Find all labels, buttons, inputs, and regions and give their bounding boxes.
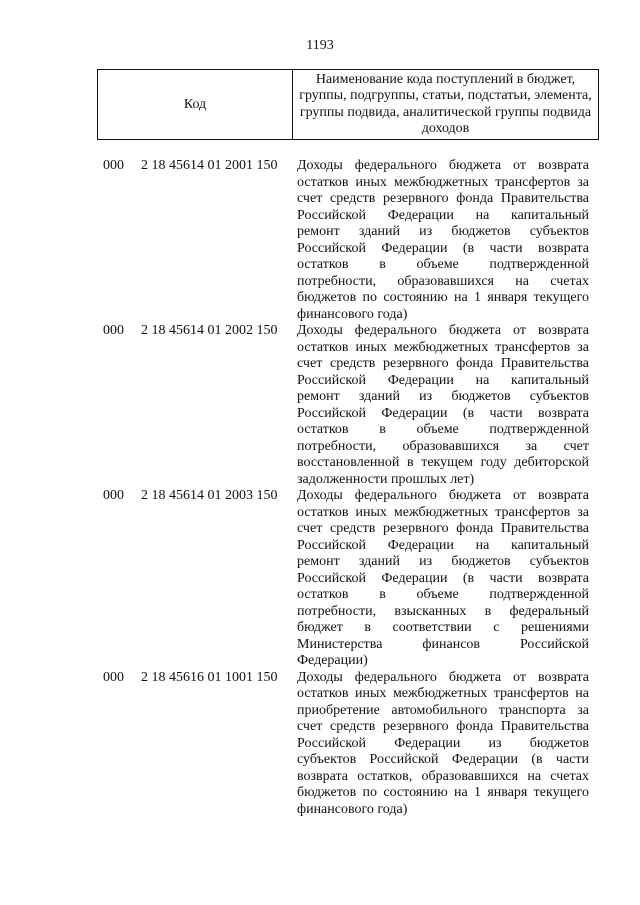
revenue-code: 2 18 45614 01 2003 150 [141, 488, 278, 503]
description-line: финансового года) [297, 801, 408, 817]
description-line: Федерации) [297, 653, 368, 668]
admin-code: 000 [103, 488, 124, 503]
description-line: Российской Федерации на капитальный [297, 537, 589, 553]
description-line: счет средств резервного фонда Правительства [297, 719, 589, 734]
revenue-code: 2 18 45616 01 1001 150 [141, 669, 278, 685]
description-line: Российской Федерации (в части возврата [297, 240, 589, 256]
revenue-description [297, 158, 589, 323]
description-line: счет средств резервного фонда Правительства [297, 191, 589, 206]
description-line: возврата остатков, образовавшихся на счетах [297, 768, 589, 784]
table-header [97, 69, 599, 140]
description-line: бюджетов по состоянию на 1 января текущего [297, 785, 589, 800]
admin-code: 000 [103, 158, 124, 173]
description-line: потребности, взысканных в федеральный [297, 603, 589, 619]
description-line: остатков в объеме подтвержденной [297, 257, 589, 272]
revenue-description [297, 670, 589, 819]
description-line: ремонт зданий из бюджетов субъектов [297, 224, 589, 239]
description-line: остатков иных межбюджетных трансфертов на [297, 686, 589, 701]
description-line: остатков иных межбюджетных трансфертов за [297, 339, 589, 355]
description-line: Министерства финансов Российской [297, 636, 589, 652]
description-line: Российской Федерации на капитальный [297, 372, 589, 388]
page-number: 1193 [306, 38, 334, 53]
revenue-description [297, 488, 589, 670]
description-line: бюджетов по состоянию на 1 января текущего [297, 290, 589, 305]
table-row [0, 323, 640, 488]
description-line: Доходы федерального бюджета от возврата [297, 488, 589, 503]
revenue-code: 2 18 45614 01 2001 150 [141, 158, 278, 173]
description-line: остатков иных межбюджетных трансфертов за [297, 174, 589, 190]
description-line: бюджет в соответствии с решениями [297, 620, 589, 635]
description-line: Российской Федерации (в части возврата [297, 405, 589, 421]
revenue-description [297, 323, 589, 488]
description-line: Российской Федерации (в части возврата [297, 570, 589, 586]
admin-code: 000 [103, 669, 124, 685]
description-line: потребности, образовавшихся за счет [297, 438, 589, 454]
description-line: остатков иных межбюджетных трансфертов за [297, 504, 589, 520]
description-line: Доходы федерального бюджета от возврата [297, 669, 589, 685]
description-line: ремонт зданий из бюджетов субъектов [297, 389, 589, 404]
header-name-label: Наименование кода поступлений в бюджет, группы, подгруппы, статьи, подстатьи, элемента, группы подвида, аналитической группы подвида доходов [299, 71, 592, 136]
description-line: Доходы федерального бюджета от возврата [297, 158, 589, 173]
description-line: счет средств резервного фонда Правительства [297, 521, 589, 536]
header-code-label: Код [183, 96, 207, 112]
description-line: ремонт зданий из бюджетов субъектов [297, 554, 589, 569]
table-row [0, 488, 640, 670]
description-line: потребности, образовавшихся на счетах [297, 273, 589, 289]
description-line: Российской Федерации из бюджетов [297, 735, 589, 751]
entries-list [0, 158, 640, 818]
description-line: финансового года) [297, 306, 408, 322]
description-line: счет средств резервного фонда Правительства [297, 356, 589, 371]
description-line: субъектов Российской Федерации (в части [297, 752, 589, 767]
revenue-code: 2 18 45614 01 2002 150 [141, 323, 278, 338]
description-line: восстановленной в текущем году дебиторской [297, 455, 589, 470]
table-row [0, 158, 640, 323]
admin-code: 000 [103, 323, 124, 338]
header-code-cell [98, 70, 293, 139]
description-line: Доходы федерального бюджета от возврата [297, 323, 589, 338]
description-line: Российской Федерации на капитальный [297, 207, 589, 223]
table-row [0, 670, 640, 819]
description-line: задолженности прошлых лет) [297, 471, 475, 487]
description-line: приобретение автомобильного транспорта за [297, 702, 589, 718]
header-name-cell [293, 70, 598, 139]
description-line: остатков в объеме подтвержденной [297, 587, 589, 602]
description-line: остатков в объеме подтвержденной [297, 422, 589, 437]
